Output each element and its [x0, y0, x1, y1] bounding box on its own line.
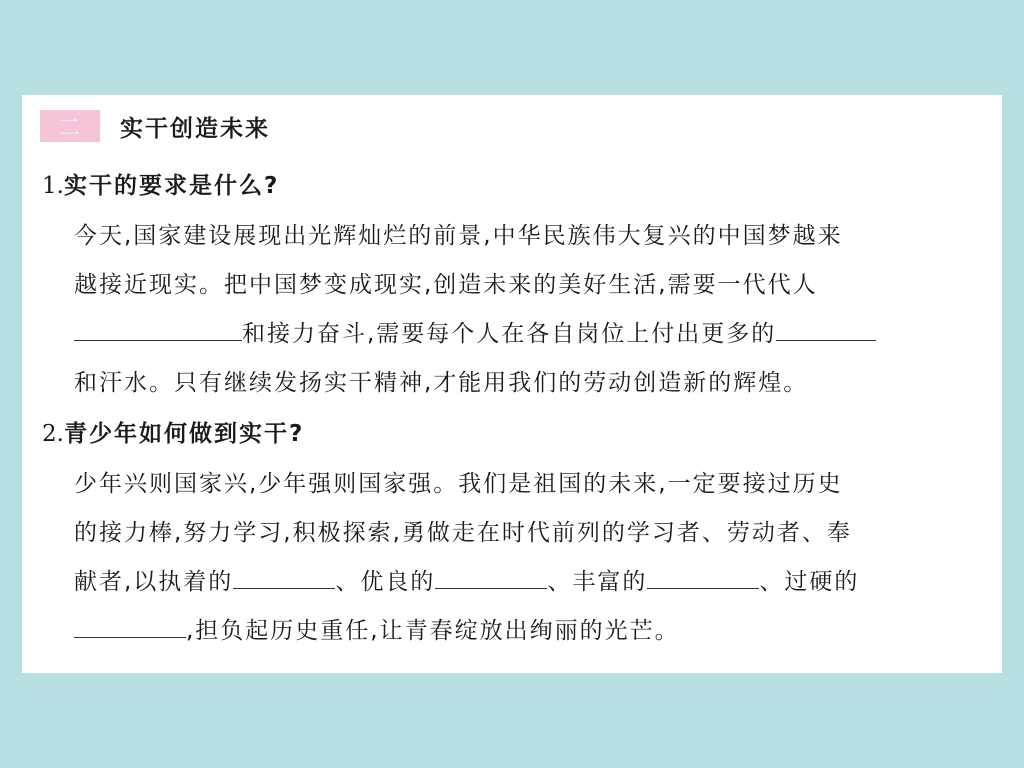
question-2 — [42, 415, 304, 448]
question-2-number: 2. — [42, 421, 64, 447]
q2-line-3-text-b: 、优良的 — [335, 569, 436, 595]
q1-answer-line-3 — [74, 315, 876, 348]
q2-answer-line-3 — [74, 563, 859, 596]
question-1-number: 1. — [42, 173, 64, 199]
q2-line-4-text: ,担负起历史重任,让青春绽放出绚丽的光芒。 — [186, 618, 680, 644]
q1-answer-line-4: 和汗水。只有继续发扬实干精神,才能用我们的劳动创造新的辉煌。 — [74, 370, 809, 396]
q2-answer-line-4 — [74, 612, 680, 645]
question-1 — [42, 167, 279, 200]
section-header — [40, 109, 270, 143]
worksheet-card — [22, 95, 1002, 673]
fill-blank[interactable] — [647, 564, 759, 589]
question-1-text: 实干的要求是什么? — [63, 173, 280, 199]
q1-line-3-text: 和接力奋斗,需要每个人在各自岗位上付出更多的 — [242, 321, 777, 347]
question-2-text: 青少年如何做到实干? — [63, 421, 305, 447]
q1-answer-line-1: 今天,国家建设展现出光辉灿烂的前景,中华民族伟大复兴的中国梦越来 — [74, 223, 843, 249]
fill-blank[interactable] — [776, 316, 876, 341]
q2-answer-line-2: 的接力棒,努力学习,积极探索,勇做走在时代前列的学习者、劳动者、奉 — [74, 520, 852, 546]
q2-line-3-text-c: 、丰富的 — [547, 569, 648, 595]
fill-blank[interactable] — [233, 564, 335, 589]
q2-line-3-text-d: 、过硬的 — [759, 569, 860, 595]
section-number-badge: 二 — [40, 110, 100, 142]
fill-blank[interactable] — [435, 564, 547, 589]
q1-answer-line-2: 越接近现实。把中国梦变成现实,创造未来的美好生活,需要一代代人 — [74, 272, 818, 298]
section-title: 实干创造未来 — [120, 115, 270, 142]
q2-line-3-text-a: 献者,以执着的 — [74, 569, 234, 595]
fill-blank[interactable] — [74, 613, 186, 638]
q2-answer-line-1: 少年兴则国家兴,少年强则国家强。我们是祖国的未来,一定要接过历史 — [74, 471, 843, 497]
fill-blank[interactable] — [74, 316, 242, 341]
